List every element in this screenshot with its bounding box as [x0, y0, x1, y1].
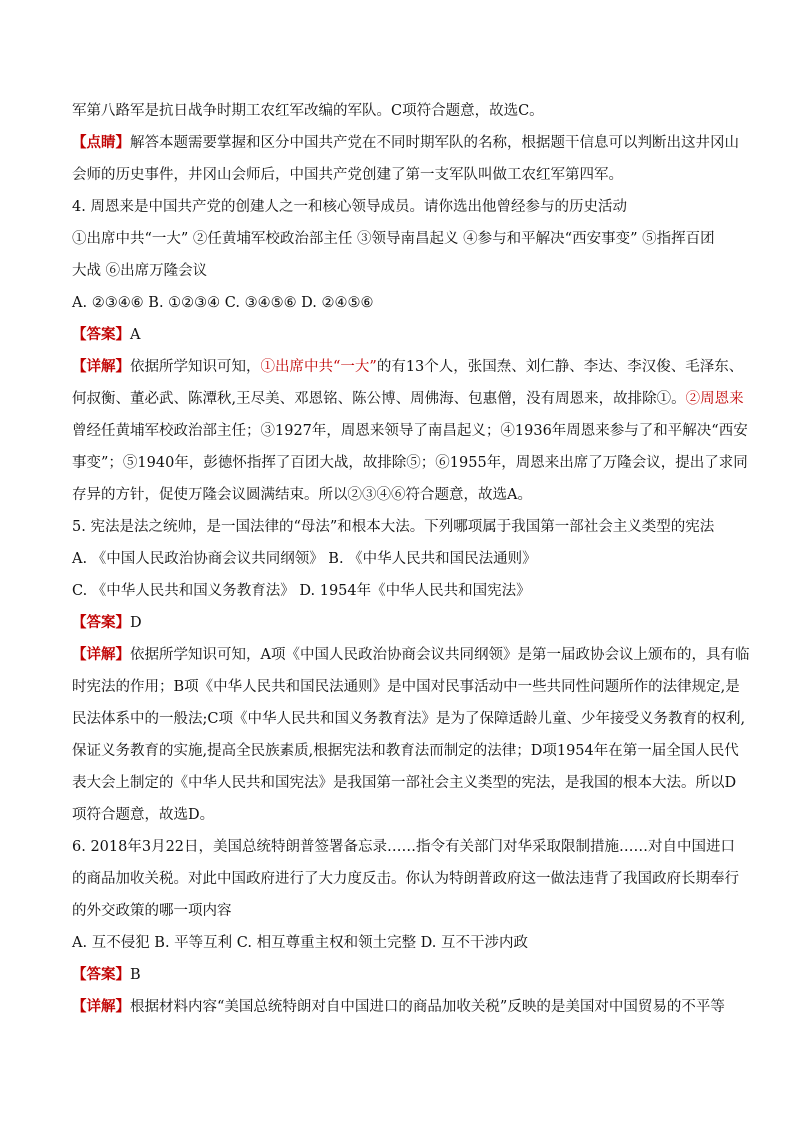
text-segment: 4. 周恩来是中国共产党的创建人之一和核心领导成员。请你选出他曾经参与的历史活动	[72, 199, 627, 215]
question-stem	[72, 837, 736, 857]
answer-options	[72, 581, 732, 601]
text-segment: 6. 2018年3月22日，美国总统特朗普签署备忘录……指令有关部门对华采取限制措施……对自中国进口	[72, 839, 736, 855]
text-segment: A. ②③④⑥ B. ①②③④ C. ③④⑤⑥ D. ②④⑤⑥	[72, 295, 374, 311]
text-segment: 解答本题需要掌握和区分中国共产党在不同时期军队的名称，根据题干信息可以判断出这井冈山	[130, 135, 739, 151]
text-segment: A. 《中国人民政治协商会议共同纲领》 B. 《中华人民共和国民法通则》	[72, 551, 537, 567]
text-line	[72, 165, 732, 185]
explanation-line	[72, 645, 750, 665]
section-tag: 【答案】	[72, 614, 130, 631]
text-segment: 表大会上制定的《中华人民共和国宪法》是我国第一部社会主义类型的宪法，是我国的根本大法。所以D	[72, 775, 737, 791]
question-items	[72, 229, 732, 249]
text-segment: 项符合题意，故选D。	[72, 807, 215, 823]
text-segment: 保证义务教育的实施,提高全民族素质,根据宪法和教育法而制定的法律；D项1954年在第一届全国人民代	[72, 743, 739, 759]
explanation-line	[72, 485, 732, 505]
question-items	[72, 261, 732, 281]
text-segment: 的有13个人，张国焘、刘仁静、李达、李汉俊、毛泽东、	[376, 359, 744, 375]
answer-options	[72, 549, 732, 569]
explanation-line	[72, 805, 732, 825]
section-tag: 【详解】	[72, 998, 130, 1015]
text-segment: 民法体系中的一般法;C项《中华人民共和国义务教育法》是为了保障适龄儿童、少年接受义务教育的权利,	[72, 711, 746, 727]
text-line	[72, 133, 739, 153]
text-segment: D	[130, 615, 142, 631]
answer-line	[72, 965, 732, 985]
text-segment: 依据所学知识可知，A项《中国人民政治协商会议共同纲领》是第一届政协会议上颁布的，具有临	[130, 647, 750, 663]
section-tag: 【答案】	[72, 966, 130, 983]
question-stem	[72, 901, 732, 921]
explanation-line	[72, 709, 746, 729]
answer-options	[72, 933, 732, 953]
text-segment: 的商品加收关税。对此中国政府进行了大力度反击。你认为特朗普政府这一做法违背了我国政府长期奉行	[72, 871, 739, 887]
text-segment: 军第八路军是抗日战争时期工农红军改编的军队。C项符合题意，故选C。	[72, 103, 544, 119]
text-segment: 根据材料内容“美国总统特朗对自中国进口的商品加收关税”反映的是美国对中国贸易的不平等	[130, 999, 725, 1015]
explanation-line	[72, 741, 739, 761]
explanation-line	[72, 997, 732, 1017]
text-segment: 的外交政策的哪一项内容	[72, 903, 232, 919]
explanation-line	[72, 453, 748, 473]
text-segment: 曾经任黄埔军校政治部主任；③1927年，周恩来领导了南昌起义；④1936年周恩来参与了和平解决“西安	[72, 423, 748, 439]
text-segment: ①出席中共“一大” ②任黄埔军校政治部主任 ③领导南昌起义 ④参与和平解决“西安事变” ⑤指挥百团	[72, 231, 715, 247]
text-segment: 何叔衡、董必武、陈潭秋,王尽美、邓恩铭、陈公博、周佛海、包惠僧，没有周恩来，故排除①。	[72, 391, 686, 407]
text-segment: 事变”；⑤1940年，彭德怀指挥了百团大战，故排除⑤；⑥1955年，周恩来出席了万隆会议，提出了求同	[72, 455, 748, 471]
section-tag: 【点睛】	[72, 134, 130, 151]
answer-line	[72, 325, 732, 345]
explanation-line	[72, 357, 744, 377]
section-tag: 【详解】	[72, 358, 130, 375]
text-segment: 5. 宪法是法之统帅，是一国法律的“母法”和根本大法。下列哪项属于我国第一部社会主义类型的宪法	[72, 519, 715, 535]
section-tag: 【答案】	[72, 326, 130, 343]
explanation-line	[72, 421, 748, 441]
explanation-line	[72, 773, 737, 793]
text-segment: 依据所学知识可知，	[130, 359, 261, 375]
question-stem	[72, 197, 732, 217]
explanation-line	[72, 677, 740, 697]
highlighted-text: ②周恩来	[685, 391, 744, 407]
text-segment: B	[130, 967, 141, 983]
highlighted-text: ①出席中共“一大”	[260, 359, 377, 375]
answer-line	[72, 613, 732, 633]
text-segment: 存异的方针，促使万隆会议圆满结束。所以②③④⑥符合题意，故选A。	[72, 487, 532, 503]
explanation-line	[72, 389, 744, 409]
section-tag: 【详解】	[72, 646, 130, 663]
question-stem	[72, 869, 739, 889]
answer-options	[72, 293, 732, 313]
question-stem	[72, 517, 732, 537]
text-segment: 大战 ⑥出席万隆会议	[72, 263, 208, 279]
text-segment: A. 互不侵犯 B. 平等互利 C. 相互尊重主权和领土完整 D. 互不干涉内政	[72, 935, 529, 951]
text-segment: A	[130, 327, 141, 343]
text-segment: 会师的历史事件，井冈山会师后，中国共产党创建了第一支军队叫做工农红军第四军。	[72, 167, 623, 183]
text-line	[72, 101, 732, 121]
text-segment: C. 《中华人民共和国义务教育法》 D. 1954年《中华人民共和国宪法》	[72, 583, 531, 599]
text-segment: 时宪法的作用；B项《中华人民共和国民法通则》是中国对民事活动中一些共同性问题所作的法律规定,是	[72, 679, 740, 695]
